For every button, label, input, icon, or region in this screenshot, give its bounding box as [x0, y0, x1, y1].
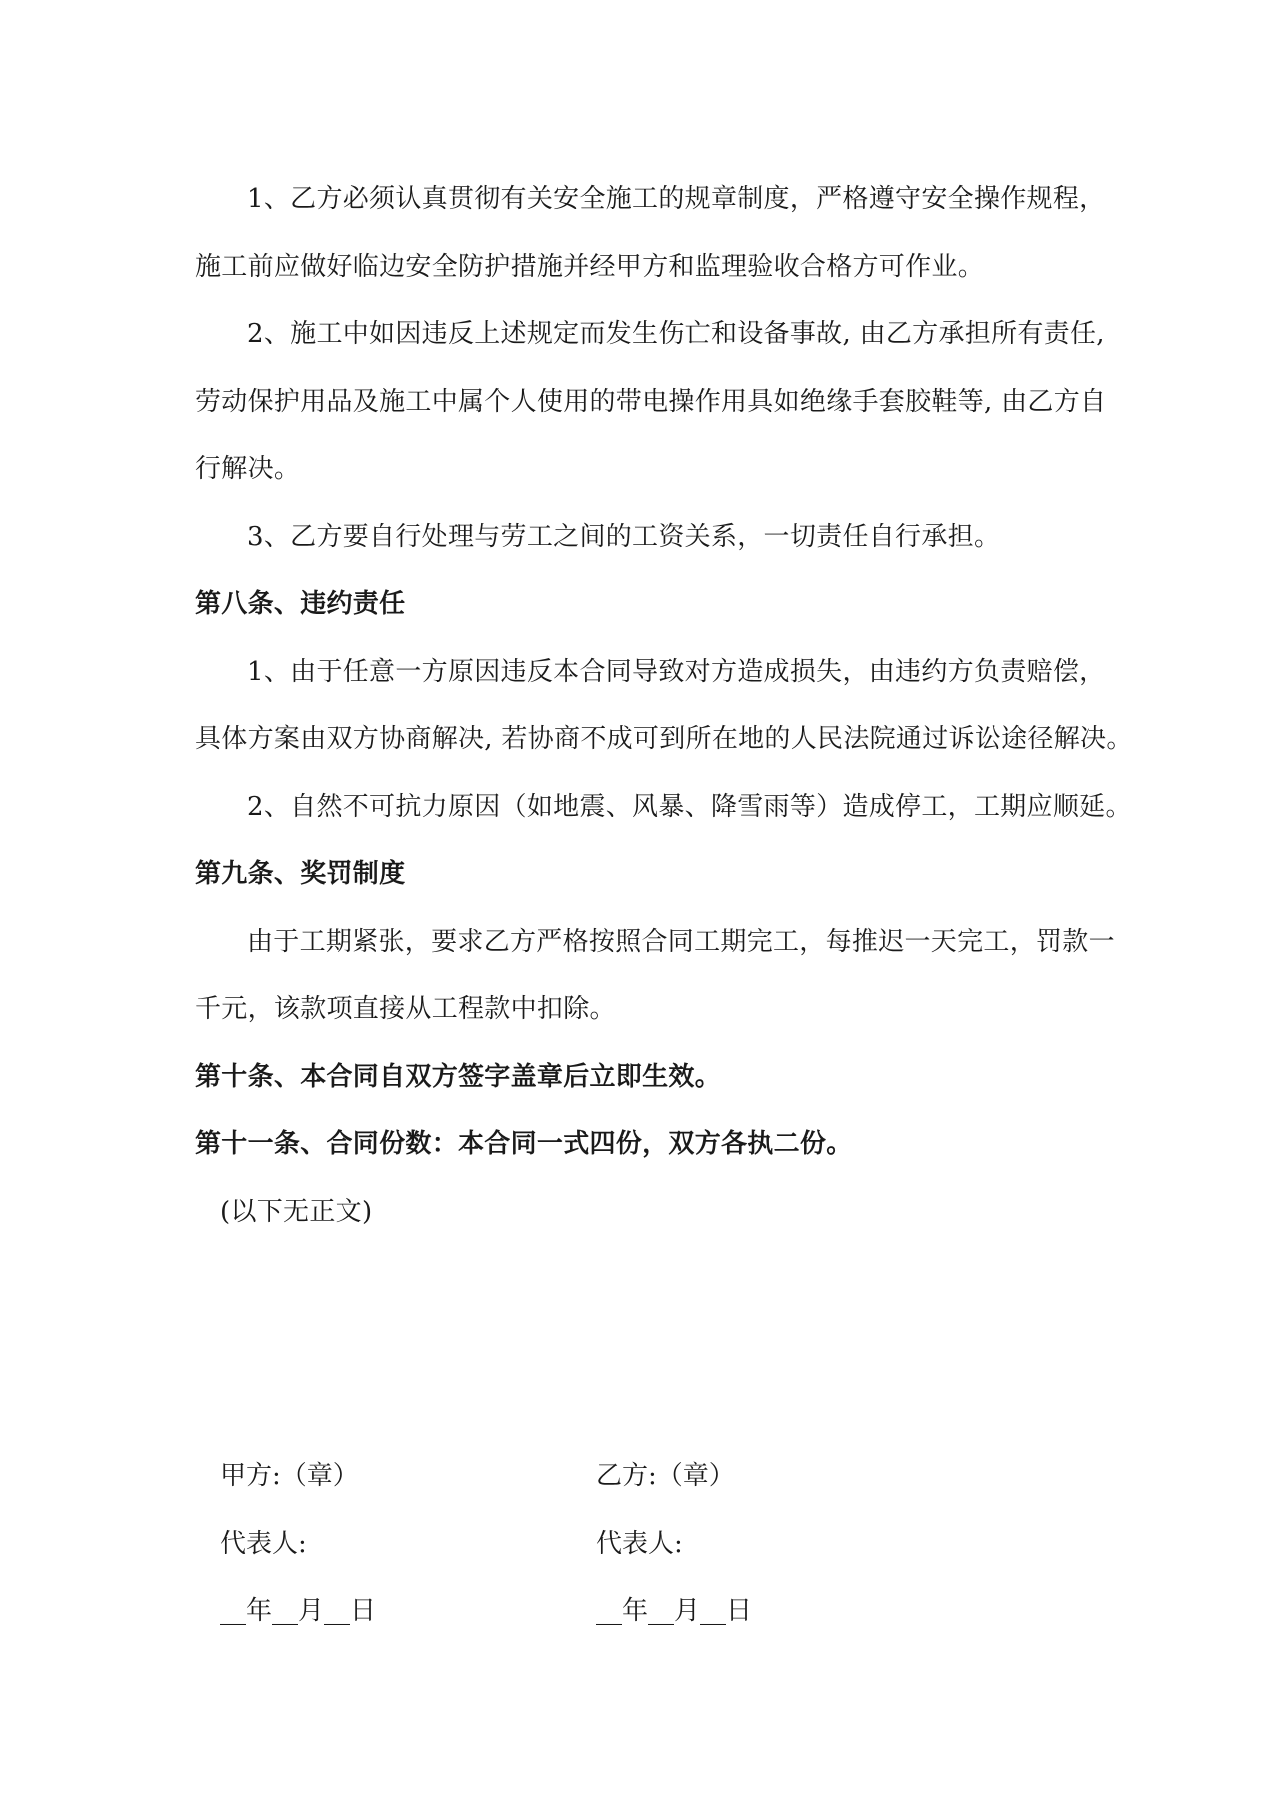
- signature-block: [220, 1443, 820, 1646]
- article7-item3-line1: 3、乙方要自行处理与劳工之间的工资关系，一切责任自行承担。: [247, 521, 1001, 552]
- article8-item2: 2、自然不可抗力原因（如地震、风暴、降雪雨等）造成停工，工期应顺延。: [247, 791, 1132, 822]
- article8-heading: 第八条、违约责任: [195, 589, 406, 619]
- signature-seal-row: [220, 1443, 820, 1511]
- article8-item1-line1: 1、由于任意一方原因违反本合同导致对方造成损失，由违约方负责赔偿，: [247, 656, 1106, 687]
- signature-rep-row: [220, 1511, 820, 1579]
- contract-body: [195, 166, 1133, 1246]
- article7-item1-line2: 施工前应做好临边安全防护措施并经甲方和监理验收合格方可作业。: [195, 251, 985, 282]
- no-body-note: (以下无正文): [220, 1196, 373, 1227]
- party-a-date: __年__月__日: [220, 1596, 377, 1626]
- article9-heading: 第九条、奖罚制度: [195, 859, 406, 889]
- article7-item2-line2: 劳动保护用品及施工中属个人使用的带电操作用具如绝缘手套胶鞋等, 由乙方自: [195, 386, 1107, 417]
- article11-heading: 第十一条、合同份数：本合同一式四份，双方各执二份。: [195, 1129, 853, 1159]
- article7-item2-line1: 2、施工中如因违反上述规定而发生伤亡和设备事故, 由乙方承担所有责任,: [247, 319, 1105, 349]
- article10-heading: 第十条、本合同自双方签字盖章后立即生效。: [195, 1061, 722, 1092]
- party-a-seal: 甲方:（章）: [220, 1461, 359, 1491]
- article9-line1: 由于工期紧张，要求乙方严格按照合同工期完工，每推迟一天完工，罚款一: [247, 926, 1115, 957]
- signature-date-row: [220, 1578, 820, 1646]
- party-b-representative: 代表人:: [596, 1528, 683, 1559]
- party-a-representative: 代表人:: [220, 1528, 307, 1559]
- article8-item1-line2: 具体方案由双方协商解决, 若协商不成可到所在地的人民法院通过诉讼途径解决。: [195, 724, 1133, 754]
- party-b-date: __年__月__日: [596, 1596, 753, 1626]
- article7-item2-line3: 行解决。: [195, 454, 301, 484]
- article9-line2: 千元，该款项直接从工程款中扣除。: [195, 994, 616, 1024]
- party-b-seal: 乙方:（章）: [596, 1461, 735, 1491]
- article7-item1-line1: 1、乙方必须认真贯彻有关安全施工的规章制度，严格遵守安全操作规程，: [247, 184, 1106, 214]
